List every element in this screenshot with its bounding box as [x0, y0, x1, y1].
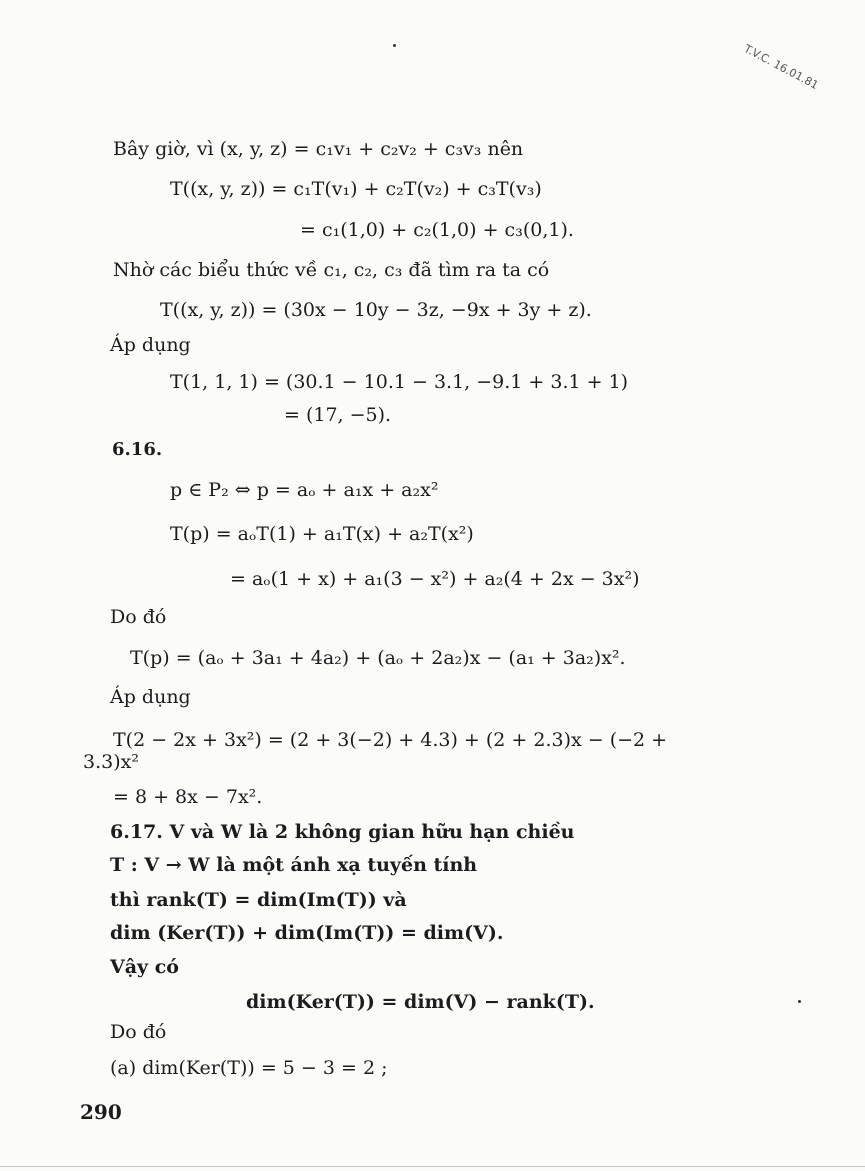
equation-line: T((x, y, z)) = c₁T(v₁) + c₂T(v₂) + c₃T(v₃): [170, 178, 542, 200]
equation-line: dim(Ker(T)) = dim(V) − rank(T).: [246, 991, 595, 1013]
equation-line: T(2 − 2x + 3x²) = (2 + 3(−2) + 4.3) + (2 + 2.3)x − (−2 +: [113, 729, 668, 751]
equation-line: T((x, y, z)) = (30x − 10y − 3z, −9x + 3y + z).: [160, 299, 592, 321]
text-line: dim (Ker(T)) + dim(Im(T)) = dim(V).: [110, 922, 504, 944]
equation-line: = (17, −5).: [284, 404, 392, 426]
equation-line: p ∈ P₂ ⇔ p = aₒ + a₁x + a₂x²: [170, 479, 439, 501]
speck: [798, 1000, 801, 1003]
text-line: Áp dụng: [110, 334, 191, 356]
exercise-heading: 6.17. V và W là 2 không gian hữu hạn chiều: [110, 821, 575, 843]
text-line: Do đó: [110, 1021, 167, 1043]
text-line: Vậy có: [110, 956, 179, 978]
equation-line: = aₒ(1 + x) + a₁(3 − x²) + a₂(4 + 2x − 3x²): [230, 568, 640, 590]
text-line: Do đó: [110, 606, 167, 628]
text-line: thì rank(T) = dim(Im(T)) và: [110, 889, 407, 911]
equation-line: T(p) = aₒT(1) + a₁T(x) + a₂T(x²): [170, 523, 474, 545]
page-number: 290: [80, 1100, 122, 1124]
equation-line: = c₁(1,0) + c₂(1,0) + c₃(0,1).: [300, 219, 574, 241]
text-line: (a) dim(Ker(T)) = 5 − 3 = 2 ;: [110, 1057, 388, 1079]
speck: [393, 44, 396, 47]
text-line: Nhờ các biểu thức về c₁, c₂, c₃ đã tìm ra ta có: [113, 259, 550, 281]
text-line: T : V → W là một ánh xạ tuyến tính: [110, 854, 478, 876]
scan-stamp: T.V.C. 16.01.81: [741, 42, 821, 93]
equation-line: 3.3)x²: [83, 751, 139, 773]
text-line: Bây giờ, vì (x, y, z) = c₁v₁ + c₂v₂ + c₃v₃ nên: [113, 138, 524, 160]
equation-line: T(p) = (aₒ + 3a₁ + 4a₂) + (aₒ + 2a₂)x − (a₁ + 3a₂)x².: [130, 647, 626, 669]
equation-line: = 8 + 8x − 7x².: [113, 786, 263, 808]
exercise-heading: 6.16.: [112, 439, 163, 460]
equation-line: T(1, 1, 1) = (30.1 − 10.1 − 3.1, −9.1 + 3.1 + 1): [170, 371, 629, 393]
page-edge: [0, 1166, 865, 1167]
text-line: Áp dụng: [110, 686, 191, 708]
